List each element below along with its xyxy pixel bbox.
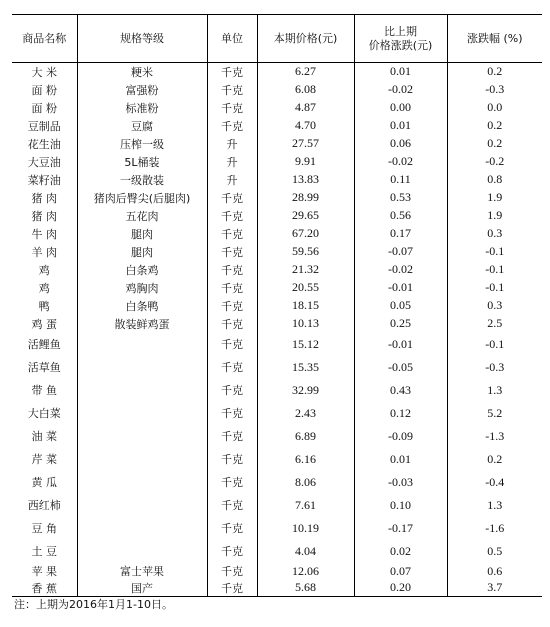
cell-price-change: 0.00 [354,99,447,117]
table-row [12,448,542,471]
cell-price-change: 0.05 [354,297,447,315]
cell-current-price: 27.57 [257,135,354,153]
cell-product-name: 面 粉 [31,101,57,115]
cell-unit: 千克 [207,297,257,315]
cell-product-name: 带 鱼 [31,384,57,397]
cell-spec-grade: 一级散装 [77,171,207,189]
cell-current-price: 67.20 [257,225,354,243]
cell-change-percent: 0.0 [447,99,542,117]
table-row [12,333,542,356]
cell-product-name: 鸭 [38,299,50,313]
cell-change-percent: 5.2 [447,402,542,425]
cell-product-name: 羊 肉 [31,245,57,259]
cell-current-price: 32.99 [257,379,354,402]
cell-spec-grade: 标准粉 [77,99,207,117]
table-row [12,540,542,563]
cell-unit: 千克 [207,225,257,243]
cell-price-change: 0.01 [354,117,447,135]
cell-unit: 千克 [207,117,257,135]
header-current-price: 本期价格(元) [257,15,354,63]
header-unit: 单位 [207,15,257,63]
cell-spec-grade: 白条鸡 [77,261,207,279]
cell-spec-grade: 5L桶装 [77,153,207,171]
cell-product-name: 猪 肉 [31,191,57,205]
cell-current-price: 8.06 [257,471,354,494]
cell-change-percent: 0.2 [447,63,542,81]
cell-product-name: 苹 果 [31,565,57,578]
cell-current-price: 4.04 [257,540,354,563]
cell-product-name: 芹 菜 [31,453,57,466]
cell-unit: 千克 [207,99,257,117]
table-row [12,261,542,279]
cell-price-change: -0.02 [354,153,447,171]
cell-price-change: -0.09 [354,425,447,448]
table-row [12,81,542,99]
cell-unit: 千克 [207,471,257,494]
header-price-change [354,15,447,63]
cell-spec-grade: 粳米 [77,63,207,81]
cell-current-price: 59.56 [257,243,354,261]
cell-current-price: 6.16 [257,448,354,471]
cell-change-percent: -0.4 [447,471,542,494]
cell-current-price: 5.68 [257,580,354,597]
cell-unit: 千克 [207,356,257,379]
cell-price-change: 0.07 [354,563,447,580]
cell-change-percent: -0.1 [447,333,542,356]
cell-unit: 千克 [207,540,257,563]
table-row [12,494,542,517]
cell-current-price: 6.08 [257,81,354,99]
cell-unit: 升 [207,153,257,171]
cell-change-percent: 2.5 [447,315,542,333]
cell-unit: 千克 [207,189,257,207]
cell-spec-grade: 猪肉后臀尖(后腿肉) [77,189,207,207]
cell-price-change: 0.12 [354,402,447,425]
cell-current-price: 2.43 [257,402,354,425]
cell-product-name: 牛 肉 [31,227,57,241]
cell-change-percent: 3.7 [447,580,542,597]
cell-product-name: 黄 瓜 [31,476,57,489]
footnote: 注：上期为2016年1月1-10日。 [14,598,173,611]
cell-unit: 千克 [207,81,257,99]
cell-unit: 升 [207,171,257,189]
cell-change-percent: -0.2 [447,153,542,171]
cell-current-price: 20.55 [257,279,354,297]
header-product-name: 商品名称 [12,15,77,63]
cell-price-change: -0.07 [354,243,447,261]
table-row [12,425,542,448]
header-spec-grade: 规格等级 [77,15,207,63]
table-row [12,189,542,207]
cell-price-change: 0.20 [354,580,447,597]
cell-unit: 千克 [207,580,257,597]
table-row [12,135,542,153]
cell-spec-grade: 白条鸭 [77,297,207,315]
cell-current-price: 13.83 [257,171,354,189]
cell-spec-grade [77,425,207,448]
cell-spec-grade [77,448,207,471]
table-row [12,153,542,171]
cell-product-name: 鸡 蛋 [31,317,57,331]
header-change-percent: 涨跌幅 (%) [447,15,542,63]
cell-unit: 千克 [207,448,257,471]
cell-change-percent: 0.5 [447,540,542,563]
cell-current-price: 12.06 [257,563,354,580]
cell-spec-grade [77,517,207,540]
cell-change-percent: 0.2 [447,448,542,471]
table-row [12,297,542,315]
cell-spec-grade: 鸡胸肉 [77,279,207,297]
cell-change-percent: 0.6 [447,563,542,580]
cell-product-name: 大豆油 [27,155,61,169]
cell-product-name: 鸡 [38,281,50,295]
cell-price-change: -0.03 [354,471,447,494]
cell-unit: 千克 [207,402,257,425]
cell-change-percent: -0.1 [447,279,542,297]
cell-product-name: 大 米 [31,65,57,79]
cell-price-change: -0.01 [354,279,447,297]
cell-product-name: 土 豆 [31,545,57,558]
cell-current-price: 6.27 [257,63,354,81]
price-table [12,14,542,597]
cell-change-percent: 0.2 [447,135,542,153]
cell-spec-grade [77,494,207,517]
cell-current-price: 15.12 [257,333,354,356]
cell-spec-grade: 富强粉 [77,81,207,99]
cell-change-percent: 0.3 [447,297,542,315]
cell-unit: 千克 [207,494,257,517]
cell-current-price: 4.70 [257,117,354,135]
cell-change-percent: 0.2 [447,117,542,135]
cell-unit: 千克 [207,261,257,279]
cell-unit: 千克 [207,563,257,580]
cell-change-percent: 1.9 [447,189,542,207]
cell-unit: 千克 [207,279,257,297]
cell-unit: 千克 [207,63,257,81]
cell-current-price: 7.61 [257,494,354,517]
cell-spec-grade: 豆腐 [77,117,207,135]
cell-current-price: 4.87 [257,99,354,117]
cell-price-change: 0.56 [354,207,447,225]
cell-current-price: 21.32 [257,261,354,279]
cell-price-change: 0.01 [354,63,447,81]
cell-unit: 千克 [207,243,257,261]
table-row [12,171,542,189]
cell-spec-grade [77,540,207,563]
cell-current-price: 28.99 [257,189,354,207]
table-row [12,207,542,225]
table-row [12,243,542,261]
cell-unit: 千克 [207,333,257,356]
cell-price-change: 0.25 [354,315,447,333]
cell-spec-grade: 腿肉 [77,243,207,261]
table-row [12,315,542,333]
cell-price-change: 0.43 [354,379,447,402]
cell-current-price: 15.35 [257,356,354,379]
cell-spec-grade [77,471,207,494]
cell-current-price: 18.15 [257,297,354,315]
table-row [12,117,542,135]
cell-price-change: 0.53 [354,189,447,207]
cell-product-name: 花生油 [27,137,61,151]
cell-unit: 升 [207,135,257,153]
cell-price-change: -0.02 [354,81,447,99]
cell-product-name: 活鲤鱼 [27,338,61,351]
cell-product-name: 香 蕉 [12,580,77,597]
cell-change-percent: -1.6 [447,517,542,540]
table-row [12,580,542,597]
table-row [12,517,542,540]
cell-price-change: 0.01 [354,448,447,471]
cell-spec-grade [77,402,207,425]
cell-spec-grade: 国产 [77,580,207,597]
cell-change-percent: 0.3 [447,225,542,243]
cell-unit: 千克 [207,315,257,333]
table-row [12,225,542,243]
cell-product-name: 大白菜 [27,407,61,420]
table-row [12,99,542,117]
cell-spec-grade: 压榨一级 [77,135,207,153]
cell-change-percent: 1.3 [447,494,542,517]
header-price-change-line1: 比上期 [384,24,417,38]
cell-spec-grade: 五花肉 [77,207,207,225]
cell-change-percent: -0.1 [447,243,542,261]
cell-spec-grade: 富士苹果 [77,563,207,580]
cell-spec-grade [77,379,207,402]
cell-price-change: 0.11 [354,171,447,189]
cell-change-percent: -0.3 [447,81,542,99]
cell-spec-grade: 散装鲜鸡蛋 [77,315,207,333]
table-row [12,356,542,379]
table-header [12,15,542,63]
cell-product-name: 鸡 [38,263,50,277]
cell-change-percent: -1.3 [447,425,542,448]
cell-price-change: 0.17 [354,225,447,243]
cell-unit: 千克 [207,425,257,448]
cell-current-price: 6.89 [257,425,354,448]
table-row [12,279,542,297]
cell-change-percent: 1.9 [447,207,542,225]
cell-change-percent: 0.8 [447,171,542,189]
price-table-document [12,14,542,597]
cell-change-percent: -0.3 [447,356,542,379]
cell-spec-grade: 腿肉 [77,225,207,243]
cell-unit: 千克 [207,379,257,402]
cell-change-percent: -0.1 [447,261,542,279]
table-row [12,63,542,81]
table-row [12,379,542,402]
cell-product-name: 豆制品 [27,119,61,133]
cell-unit: 千克 [207,207,257,225]
cell-product-name: 菜籽油 [27,173,61,187]
table-body [12,63,542,597]
cell-product-name: 面 粉 [31,83,57,97]
cell-spec-grade [77,333,207,356]
table-row [12,471,542,494]
table-row [12,402,542,425]
cell-unit: 千克 [207,517,257,540]
cell-price-change: 0.06 [354,135,447,153]
cell-product-name: 西红柿 [27,499,61,512]
cell-current-price: 10.13 [257,315,354,333]
cell-spec-grade [77,356,207,379]
cell-price-change: -0.02 [354,261,447,279]
cell-price-change: -0.17 [354,517,447,540]
cell-product-name: 活草鱼 [27,361,61,374]
cell-current-price: 29.65 [257,207,354,225]
cell-price-change: 0.10 [354,494,447,517]
cell-product-name: 猪 肉 [31,209,57,223]
cell-product-name: 豆 角 [31,522,57,535]
cell-current-price: 9.91 [257,153,354,171]
cell-price-change: 0.02 [354,540,447,563]
cell-product-name: 油 菜 [31,430,57,443]
cell-price-change: -0.01 [354,333,447,356]
cell-current-price: 10.19 [257,517,354,540]
header-price-change-line2: 价格涨跌(元) [368,38,433,52]
header-row [12,15,542,63]
cell-change-percent: 1.3 [447,379,542,402]
cell-price-change: -0.05 [354,356,447,379]
table-row [12,563,542,580]
